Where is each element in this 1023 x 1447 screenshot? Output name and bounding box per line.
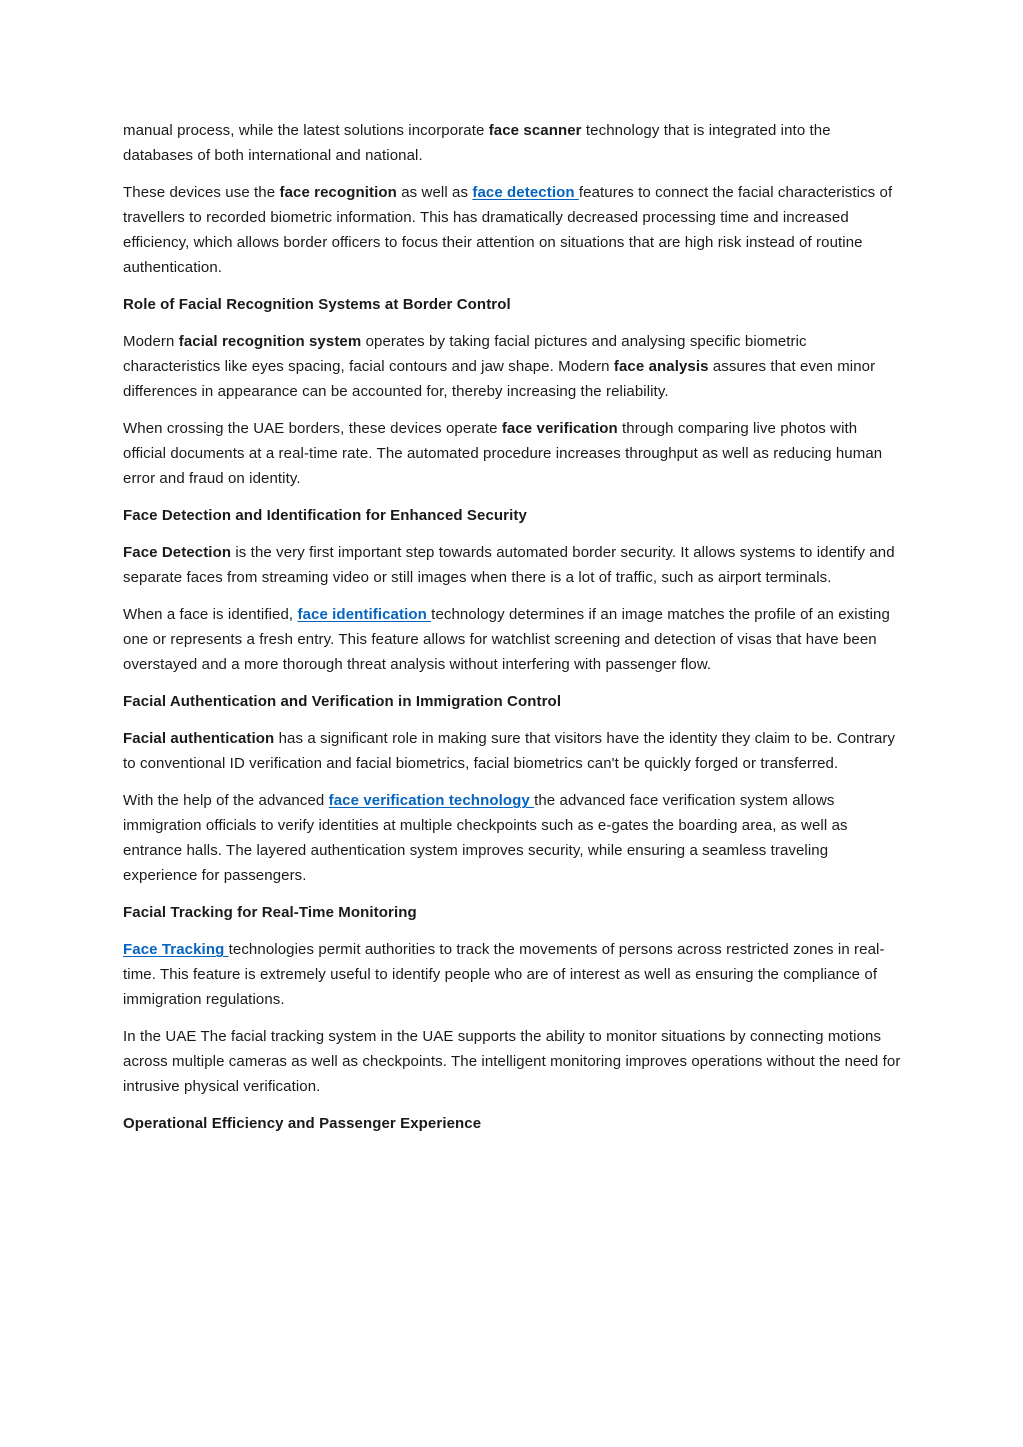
text-run: These devices use the — [123, 184, 280, 201]
bold-text-run: Facial Tracking for Real-Time Monitoring — [123, 904, 417, 921]
bold-text-run: Facial authentication — [123, 730, 275, 747]
inline-link[interactable]: face detection — [472, 184, 579, 201]
text-run: as well as — [396, 184, 473, 201]
paragraph-face-verification-system — [123, 788, 901, 888]
paragraph-intro-continuation — [123, 118, 901, 168]
bold-text-run: face verification — [501, 420, 618, 437]
text-run: the advanced face verification system allows immigration officials to verify identities at multiple checkpoints such as e-gates the boarding area, as well as entrance halls. The layered authentication system improves security, while ensuring a seamless traveling experience for passengers. — [123, 792, 848, 884]
text-run: technology that is integrated into the databases of both international and national. — [123, 122, 831, 164]
paragraph-modern-facial-recognition-system — [123, 329, 901, 404]
paragraph-face-tracking-technologies — [123, 937, 901, 1012]
inline-link[interactable]: face verification technology — [328, 792, 535, 809]
bold-text-run: facial recognition system — [178, 333, 362, 350]
text-run: In the UAE The facial tracking system in the UAE supports the ability to monitor situations by connecting motions across multiple cameras as well as checkpoints. The intelligent monitoring improves operations without the need for intrusive physical verification. — [123, 1028, 901, 1095]
text-run: operates by taking facial pictures and analysing specific biometric characteristics like eyes spacing, facial contours and jaw shape. Modern — [123, 333, 807, 375]
paragraph-crossing-uae-borders — [123, 416, 901, 491]
paragraph-facial-authentication-role — [123, 726, 901, 776]
bold-text-run: Operational Efficiency and Passenger Experience — [123, 1115, 482, 1132]
section-heading-face-detection-identification — [123, 503, 901, 528]
text-run: When a face is identified, — [123, 606, 298, 623]
bold-text-run: Face Detection and Identification for Enhanced Security — [123, 507, 527, 524]
inline-link[interactable]: face identification — [297, 606, 432, 623]
text-run: features to connect the facial characteristics of travellers to recorded biometric information. This has dramatically decreased processing time and increased efficiency, which allows border officers to focus their attention on situations that are high risk instead of routine authentication. — [123, 184, 893, 276]
section-heading-facial-tracking — [123, 900, 901, 925]
text-run: When crossing the UAE borders, these devices operate — [123, 420, 502, 437]
paragraph-face-detection-first-step — [123, 540, 901, 590]
text-run: through comparing live photos with official documents at a real-time rate. The automated procedure increases throughput as well as reducing human error and fraud on identity. — [123, 420, 883, 487]
section-heading-operational-efficiency — [123, 1111, 901, 1136]
paragraph-face-identification-technology — [123, 602, 901, 677]
bold-text-run: face scanner — [488, 122, 582, 139]
bold-text-run: Facial Authentication and Verification in Immigration Control — [123, 693, 562, 710]
text-run: assures that even minor differences in appearance can be accounted for, thereby increasing the reliability. — [123, 358, 876, 400]
text-run: technologies permit authorities to track the movements of persons across restricted zones in real-time. This feature is extremely useful to identify people who are of interest as well as ensuring the compliance of immigration regulations. — [123, 941, 885, 1008]
text-run: Modern — [123, 333, 179, 350]
paragraph-devices-face-recognition — [123, 180, 901, 280]
text-run: is the very first important step towards automated border security. It allows systems to identify and separate faces from streaming video or still images when there is a lot of traffic, such as airport terminals. — [123, 544, 895, 586]
text-run: With the help of the advanced — [123, 792, 329, 809]
bold-text-run: face analysis — [613, 358, 709, 375]
text-run: manual process, while the latest solutions incorporate — [123, 122, 489, 139]
inline-link[interactable]: Face Tracking — [123, 941, 229, 958]
paragraph-uae-facial-tracking-system — [123, 1024, 901, 1099]
bold-text-run: Role of Facial Recognition Systems at Border Control — [123, 296, 511, 313]
section-heading-role-of-facial-recognition — [123, 292, 901, 317]
bold-text-run: Face Detection — [123, 544, 232, 561]
section-heading-facial-authentication — [123, 689, 901, 714]
text-run: technology determines if an image matches the profile of an existing one or represents a fresh entry. This feature allows for watchlist screening and detection of visas that have been overstayed and a more thorough threat analysis without interfering with passenger flow. — [123, 606, 890, 673]
text-run: has a significant role in making sure that visitors have the identity they claim to be. Contrary to conventional ID verification and facial biometrics, facial biometrics can't be quickly forged or transferred. — [123, 730, 896, 772]
bold-text-run: face recognition — [279, 184, 397, 201]
